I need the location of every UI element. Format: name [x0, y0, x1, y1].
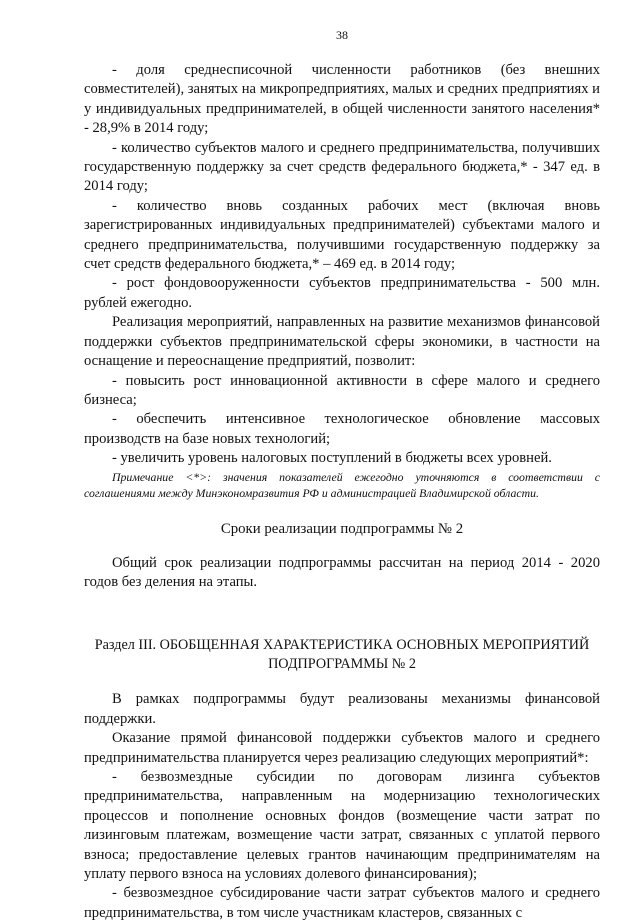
footnote-note: Примечание <*>: значения показателей ежегодно уточняются в соответствии с соглашениями между Минэкономразвития РФ и администрацией Владимирской области. [84, 469, 600, 500]
indicator-capital-growth: - рост фондовооруженности субъектов предпринимательства - 500 млн. рублей ежегодно. [84, 275, 600, 311]
section-heading [84, 636, 600, 674]
section-heading-line2: ПОДПРОГРАММЫ № 2 [268, 656, 416, 673]
indicator-supported-subjects: - количество субъектов малого и среднего предпринимательства, получивших государственную поддержку за счет средств федерального бюджета,* - 347 ед. в 2014 году; [84, 139, 600, 195]
mechanisms-paragraph: В рамках подпрограммы будут реализованы механизмы финансовой поддержки. [84, 691, 600, 727]
leasing-subsidies-item: - безвозмездные субсидии по договорам лизинга субъектов предпринимательства, направленным на модернизацию технологических процессов и пополнение основных фондов (возмещение части затрат по лизинговым платежам, возмещение части затрат, связанных с уплатой первого взноса; предоставление целевых грантов начинающим предпринимателям на уплату первого взноса на условиях долевого финансирования); [84, 768, 600, 882]
section-heading-line1: Раздел III. ОБОБЩЕННАЯ ХАРАКТЕРИСТИКА ОСНОВНЫХ МЕРОПРИЯТИЙ [94, 637, 590, 654]
page-number: 38 [336, 28, 348, 42]
term-paragraph: Общий срок реализации подпрограммы рассчитан на период 2014 - 2020 годов без деления на этапы. [84, 554, 600, 590]
indicator-new-jobs: - количество вновь созданных рабочих мест (включая вновь зарегистрированных индивидуальных предпринимателей) субъектами малого и среднего предпринимательства, получившими государственную поддержку за счет средств федерального бюджета,* – 469 ед. в 2014 году; [84, 197, 600, 273]
cluster-subsidies-item: - безвозмездное субсидирование части затрат субъектов малого и среднего предпринимательства, в том числе участникам кластеров, связанных с [84, 885, 600, 921]
direct-support-paragraph: Оказание прямой финансовой поддержки субъектов малого и среднего предпринимательства планируется через реализацию следующих мероприятий*: [84, 730, 600, 766]
subheading-terms: Сроки реализации подпрограммы № 2 [220, 520, 464, 537]
implementation-paragraph: Реализация мероприятий, направленных на развитие механизмов финансовой поддержки субъектов предпринимательской сферы экономики, в частности на оснащение и переоснащение предприятий, позволит: [84, 314, 600, 370]
result-tax-revenue: - увеличить уровень налоговых поступлений в бюджеты всех уровней. [112, 450, 552, 467]
result-innovation: - повысить рост инновационной активности в сфере малого и среднего бизнеса; [84, 372, 600, 408]
result-tech-renewal: - обеспечить интенсивное технологическое обновление массовых производств на базе новых технологий; [84, 411, 600, 447]
indicator-employment-share: - доля среднесписочной численности работников (без внешних совместителей), занятых на микропредприятиях, малых и средних предприятиях и у индивидуальных предпринимателей, в общей численности занятого населения* - 28,9% в 2014 году; [84, 62, 600, 137]
